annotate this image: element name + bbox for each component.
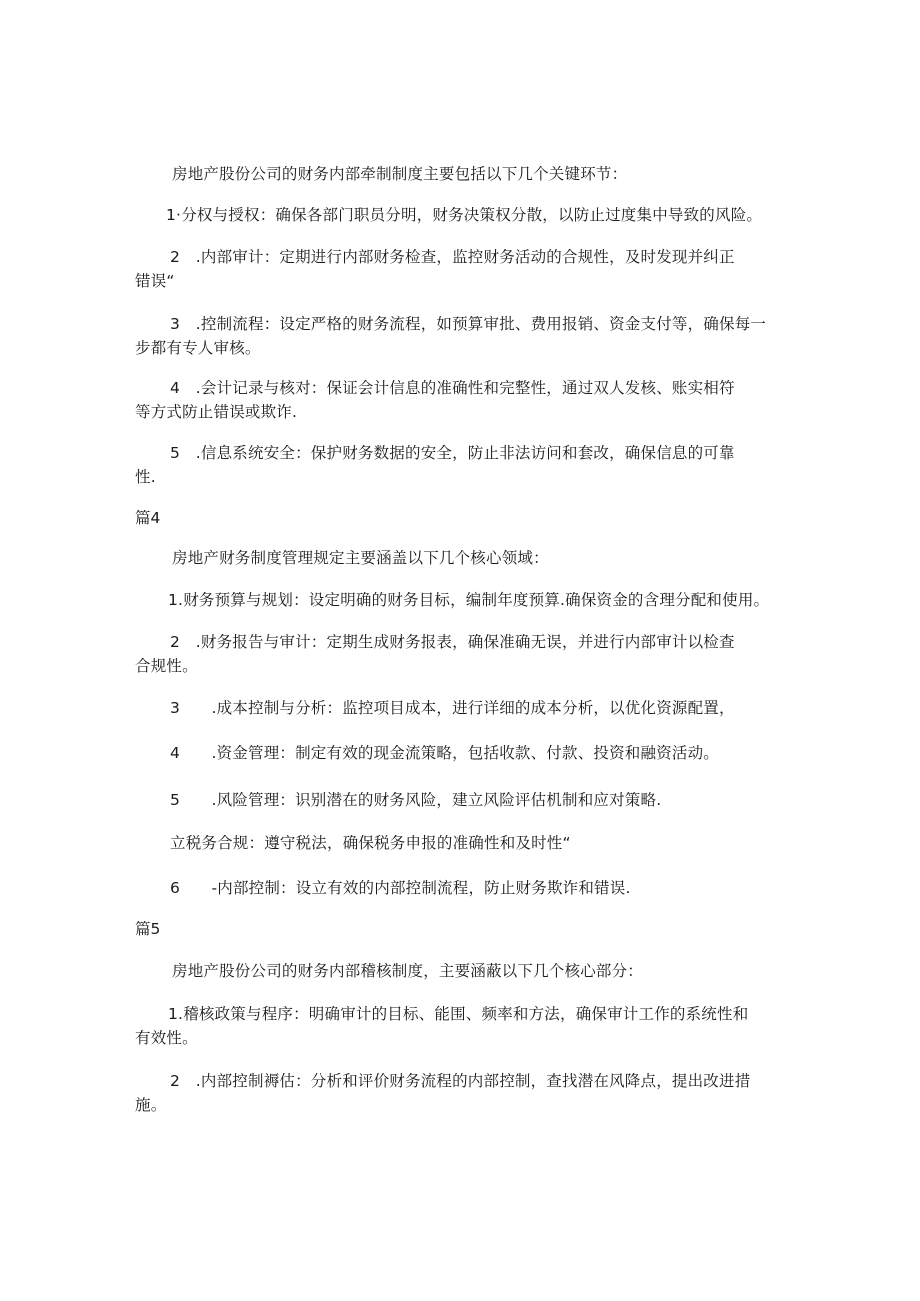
section4-intro: 房地产财务制度管理规定主要涵盖以下几个核心领域： bbox=[172, 549, 549, 567]
section3-item-1-line-1: 1·分权与授权：确保各部门职员分明，财务决策权分散，以防止过度集中导致的风险。 bbox=[166, 206, 763, 224]
section4-item-1-line-1: 1.财务预算与规划：设定明确的财务目标，编制年度预算.确保资金的含理分配和使用。 bbox=[168, 591, 770, 609]
section5-item-2-line-2: 施。 bbox=[135, 1096, 167, 1114]
section3-item-4-line-1: 4 .会计记录与核对：保证会计信息的准确性和完整性，通过双人发核、账实相符 bbox=[170, 379, 735, 397]
section3-item-2-line-1: 2 .内部审计：定期进行内部财务检查，监控财务活动的合规性，及时发现并纠正 bbox=[170, 248, 735, 266]
section5-item-2-line-1: 2 .内部控制褥估：分析和评价财务流程的内部控制，查找潜在风降点，提出改进措 bbox=[170, 1072, 751, 1090]
section4-item-3-line-1: 3 .成本控制与分析：监控项目成本，进行详细的成本分析，以优化资源配置， bbox=[170, 699, 735, 717]
section3-item-3-line-2: 步都有专人审核。 bbox=[135, 339, 261, 357]
section3-item-2-line-2: 错误“ bbox=[135, 272, 175, 290]
section4-item-4-line-1: 4 .资金管理：制定有效的现金流策略，包括收款、付款、投资和融资活动。 bbox=[170, 744, 719, 762]
section4-item-5-line-1: 5 .风险管理：识别潜在的财务风险，建立风险评估机制和应对策略. bbox=[170, 791, 662, 809]
section5-item-1-line-2: 有效性。 bbox=[135, 1029, 198, 1047]
section5-heading: 篇5 bbox=[135, 920, 161, 938]
section5-intro: 房地产股份公司的财务内部稽核制度，主要涵蔽以下几个核心部分： bbox=[172, 962, 644, 980]
section3-item-4-line-2: 等方式防止错误或欺诈. bbox=[135, 403, 298, 421]
section4-item-6-line-1: 6 -内部控制：设立有效的内部控制流程，防止财务欺诈和错误. bbox=[170, 879, 631, 897]
section3-item-5-line-1: 5 .信息系统安全：保护财务数据的安全，防止非法访问和套改，确保信息的可靠 bbox=[170, 444, 735, 462]
section3-intro: 房地产股份公司的财务内部牵制制度主要包括以下几个关键环节： bbox=[172, 165, 628, 183]
section3-item-5-line-2: 性. bbox=[135, 468, 156, 486]
section4-item-tax-line-1: 立税务合规：遵守税法，确保税务申报的准确性和及时性“ bbox=[170, 834, 571, 852]
section5-item-1-line-1: 1.稽核政策与程序：明确审计的目标、能围、频率和方法，确保审计工作的系统性和 bbox=[168, 1005, 749, 1023]
section4-item-2-line-1: 2 .财务报告与审计：定期生成财务报表，确保准确无误，并进行内部审计以检查 bbox=[170, 633, 735, 651]
section4-item-2-line-2: 合规性。 bbox=[135, 657, 198, 675]
section4-heading: 篇4 bbox=[135, 509, 161, 527]
section3-item-3-line-1: 3 .控制流程：设定严格的财务流程，如预算审批、费用报销、资金支付等，确保每一 bbox=[170, 315, 767, 333]
